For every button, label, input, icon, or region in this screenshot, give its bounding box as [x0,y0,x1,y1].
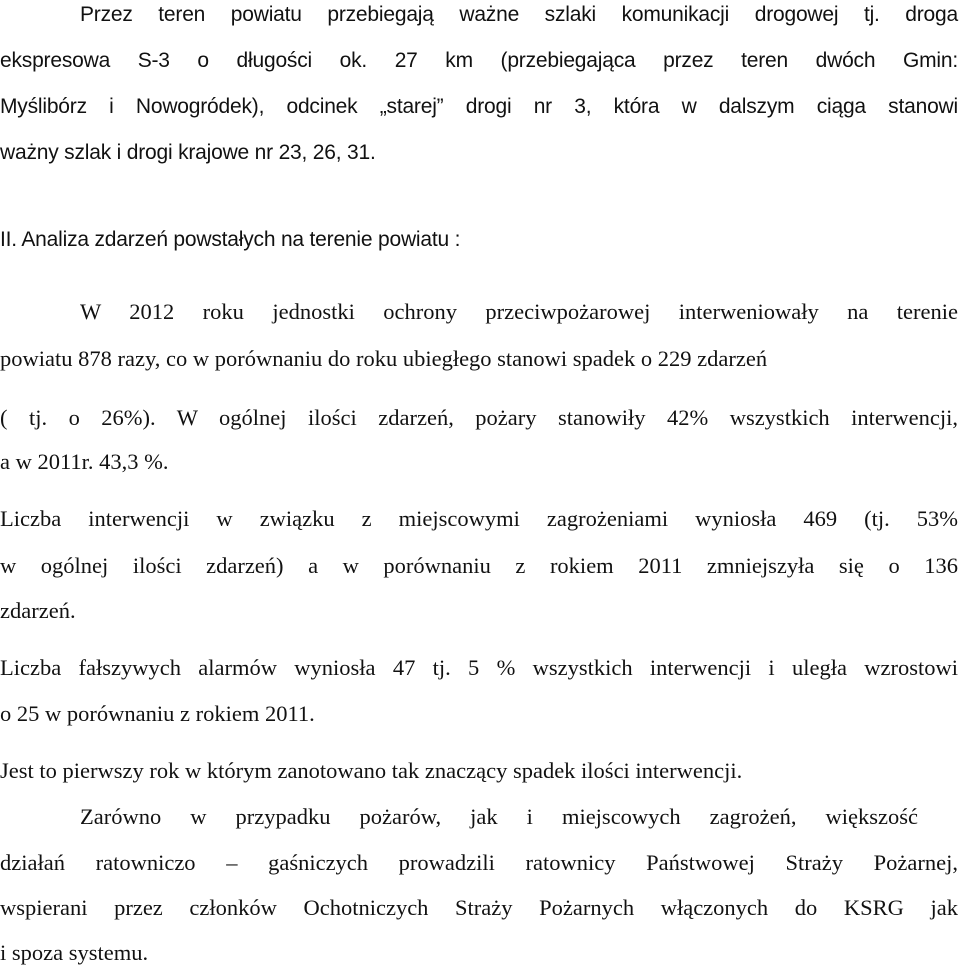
text-line: Liczba interwencji w związku z miejscowymi zagrożeniami wyniosła 469 (tj. 53% [0,506,958,531]
text-line: i spoza systemu. [0,940,149,965]
text-line: powiatu 878 razy, co w porównaniu do roku ubiegłego stanowi spadek o 229 zdarzeń [0,346,768,371]
paragraph-summary: Jest to pierwszy rok w którym zanotowano tak znaczący spadek ilości interwencji. [0,758,743,783]
text-line: zdarzeń. [0,598,76,623]
text-line: Myślibórz i Nowogródek), odcinek „starej” drogi nr 3, która w dalszym ciąga stanowi [0,95,958,118]
text-line: a w 2011r. 43,3 %. [0,449,169,474]
text-line: ( tj. o 26%). W ogólnej ilości zdarzeń, pożary stanowiły 42% wszystkich interwencji, [0,405,958,430]
section-heading: II. Analiza zdarzeń powstałych na terenie powiatu : [0,228,461,251]
text-line: działań ratowniczo – gaśniczych prowadzili ratownicy Państwowej Straży Pożarnej, [0,850,958,875]
text-line: W 2012 roku jednostki ochrony przeciwpożarowej interweniowały na terenie [80,299,958,324]
text-line: Przez teren powiatu przebiegają ważne szlaki komunikacji drogowej tj. droga [80,3,958,26]
text-line: ważny szlak i drogi krajowe nr 23, 26, 31. [0,141,376,164]
text-line: ekspresowa S-3 o długości ok. 27 km (przebiegająca przez teren dwóch Gmin: [0,49,958,72]
text-line: w ogólnej ilości zdarzeń) a w porównaniu z rokiem 2011 zmniejszyła się o 136 [0,553,958,578]
text-line: wspierani przez członków Ochotniczych Straży Pożarnych włączonych do KSRG jak [0,895,958,920]
text-line: Zarówno w przypadku pożarów, jak i miejscowych zagrożeń, większość [80,804,918,829]
text-line: Liczba fałszywych alarmów wyniosła 47 tj. 5 % wszystkich interwencji i uległa wzrostowi [0,655,958,680]
text-line: o 25 w porównaniu z rokiem 2011. [0,701,315,726]
